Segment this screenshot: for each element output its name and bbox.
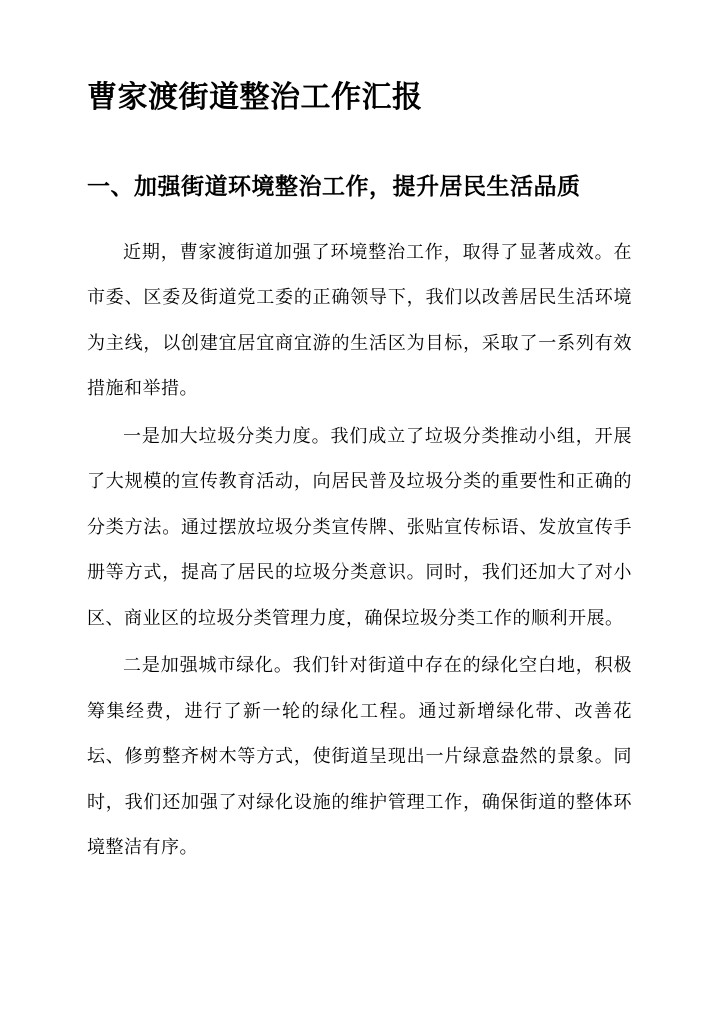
paragraph-city-greening: 二是加强城市绿化。我们针对街道中存在的绿化空白地，积极筹集经费，进行了新一轮的绿化工程。通过新增绿化带、改善花坛、修剪整齐树木等方式，使街道呈现出一片绿意盎然的景象。同时，我们还加强了对绿化设施的维护管理工作，确保街道的整体环境整洁有序。 (87, 655, 632, 858)
paragraph-intro: 近期，曹家渡街道加强了环境整治工作，取得了显著成效。在市委、区委及街道党工委的正确领导下，我们以改善居民生活环境为主线，以创建宜居宜商宜游的生活区为目标，采取了一系列有效措施和举措。 (87, 241, 632, 399)
document-title: 曹家渡街道整治工作汇报 (87, 81, 423, 114)
section-heading: 一、加强街道环境整治工作，提升居民生活品质 (87, 174, 581, 199)
paragraph-garbage-sorting: 一是加大垃圾分类力度。我们成立了垃圾分类推动小组，开展了大规模的宣传教育活动，向居民普及垃圾分类的重要性和正确的分类方法。通过摆放垃圾分类宣传牌、张贴宣传标语、发放宣传手册等方式，提高了居民的垃圾分类意识。同时，我们还加大了对小区、商业区的垃圾分类管理力度，确保垃圾分类工作的顺利开展。 (87, 425, 632, 628)
